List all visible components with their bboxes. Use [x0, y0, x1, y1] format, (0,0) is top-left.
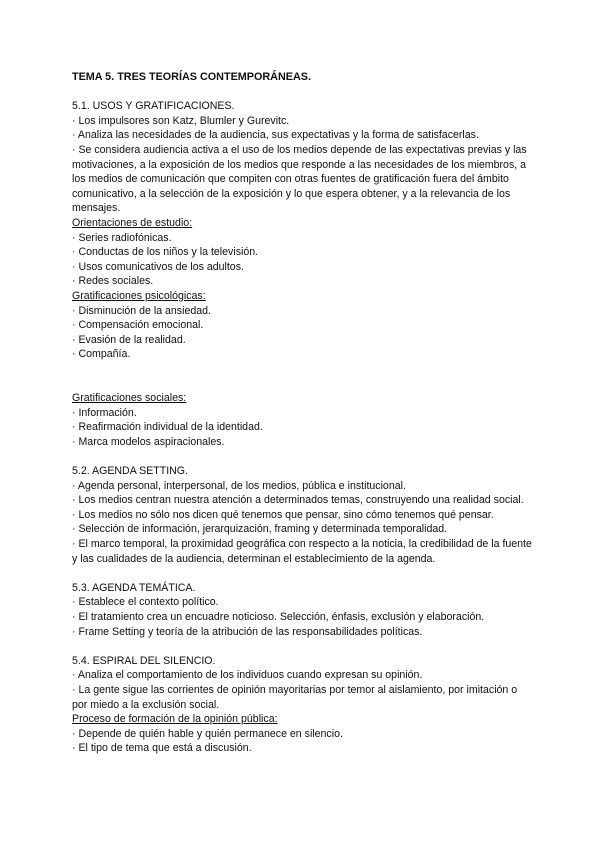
list-item: · Establece el contexto político. [72, 596, 219, 609]
section-heading: 5.4. ESPIRAL DEL SILENCIO. [72, 654, 216, 667]
list-item: · Se considera audiencia activa a el uso de los medios depende de las expectativas previas y las motivaciones, a la exposición de los medios que responde a las necesidades de los miembros, a los medios de comunicación que compiten con otras fuentes de gratificación fuera del ámbito comunicativo, a la selección de la exposición y lo que espera obtener, y a la relevancia de los mensajes. [72, 143, 527, 215]
list-item: · Selección de información, jerarquización, framing y determinada temporalidad. [72, 523, 448, 536]
blank-gap [72, 362, 534, 391]
list-item: · La gente sigue las corrientes de opinión mayoritarias por temor al aislamiento, por imitación o por miedo a la exclusión social. [72, 683, 518, 711]
subheading-psicologicas: Gratificaciones psicológicas: [72, 289, 206, 302]
section-heading: 5.2. AGENDA SETTING. [72, 465, 188, 478]
section-heading: 5.1. USOS Y GRATIFICACIONES. [72, 100, 235, 113]
section-heading: 5.3. AGENDA TEMÁTICA. [72, 581, 196, 594]
list-item: · Compensación emocional. [72, 319, 204, 332]
list-item: · Conductas de los niños y la televisión. [72, 246, 259, 259]
list-item: · Agenda personal, interpersonal, de los medios, pública e institucional. [72, 479, 406, 492]
list-item: · Series radiofónicas. [72, 231, 172, 244]
list-item: · Usos comunicativos de los adultos. [72, 260, 244, 273]
subheading-proceso: Proceso de formación de la opinión pública: [72, 713, 278, 726]
list-item: · Reafirmación individual de la identidad. [72, 421, 263, 434]
subheading-orientaciones: Orientaciones de estudio: [72, 216, 193, 229]
list-item: · Los impulsores son Katz, Blumler y Gurevitc. [72, 114, 290, 127]
section-espiral-silencio [72, 654, 534, 756]
list-item: · Evasión de la realidad. [72, 333, 186, 346]
list-item: · Analiza las necesidades de la audiencia, sus expectativas y la forma de satisfacerlas. [72, 129, 479, 142]
list-item: · Disminución de la ansiedad. [72, 304, 211, 317]
section-agenda-setting [72, 464, 534, 566]
list-item: · Marca modelos aspiracionales. [72, 435, 225, 448]
list-item: · Redes sociales. [72, 275, 154, 288]
list-item: · El tratamiento crea un encuadre noticioso. Selección, énfasis, exclusión y elaboración. [72, 610, 485, 623]
list-item: · Los medios centran nuestra atención a determinados temas, construyendo una realidad social. [72, 494, 524, 507]
list-item: · El tipo de tema que está a discusión. [72, 742, 252, 755]
section-usos-gratificaciones [72, 99, 534, 449]
list-item: · Información. [72, 406, 137, 419]
list-item: · Frame Setting y teoría de la atribución de las responsabilidades políticas. [72, 625, 423, 638]
document-title: TEMA 5. TRES TEORÍAS CONTEMPORÁNEAS. [72, 71, 311, 83]
section-agenda-tematica [72, 581, 534, 639]
document-content [72, 70, 534, 771]
list-item: · El marco temporal, la proximidad geográfica con respecto a la noticia, la credibilidad de la fuente y las cualidades de la audiencia, determinan el establecimiento de la agenda. [72, 538, 532, 565]
list-item: · Los medios no sólo nos dicen qué tenemos que pensar, sino cómo tenemos qué pensar. [72, 508, 494, 521]
subheading-sociales: Gratificaciones sociales: [72, 392, 187, 405]
list-item: · Compañía. [72, 348, 131, 361]
list-item: · Analiza el comportamiento de los individuos cuando expresan su opinión. [72, 669, 423, 682]
list-item: · Depende de quién hable y quién permanece en silencio. [72, 727, 343, 740]
